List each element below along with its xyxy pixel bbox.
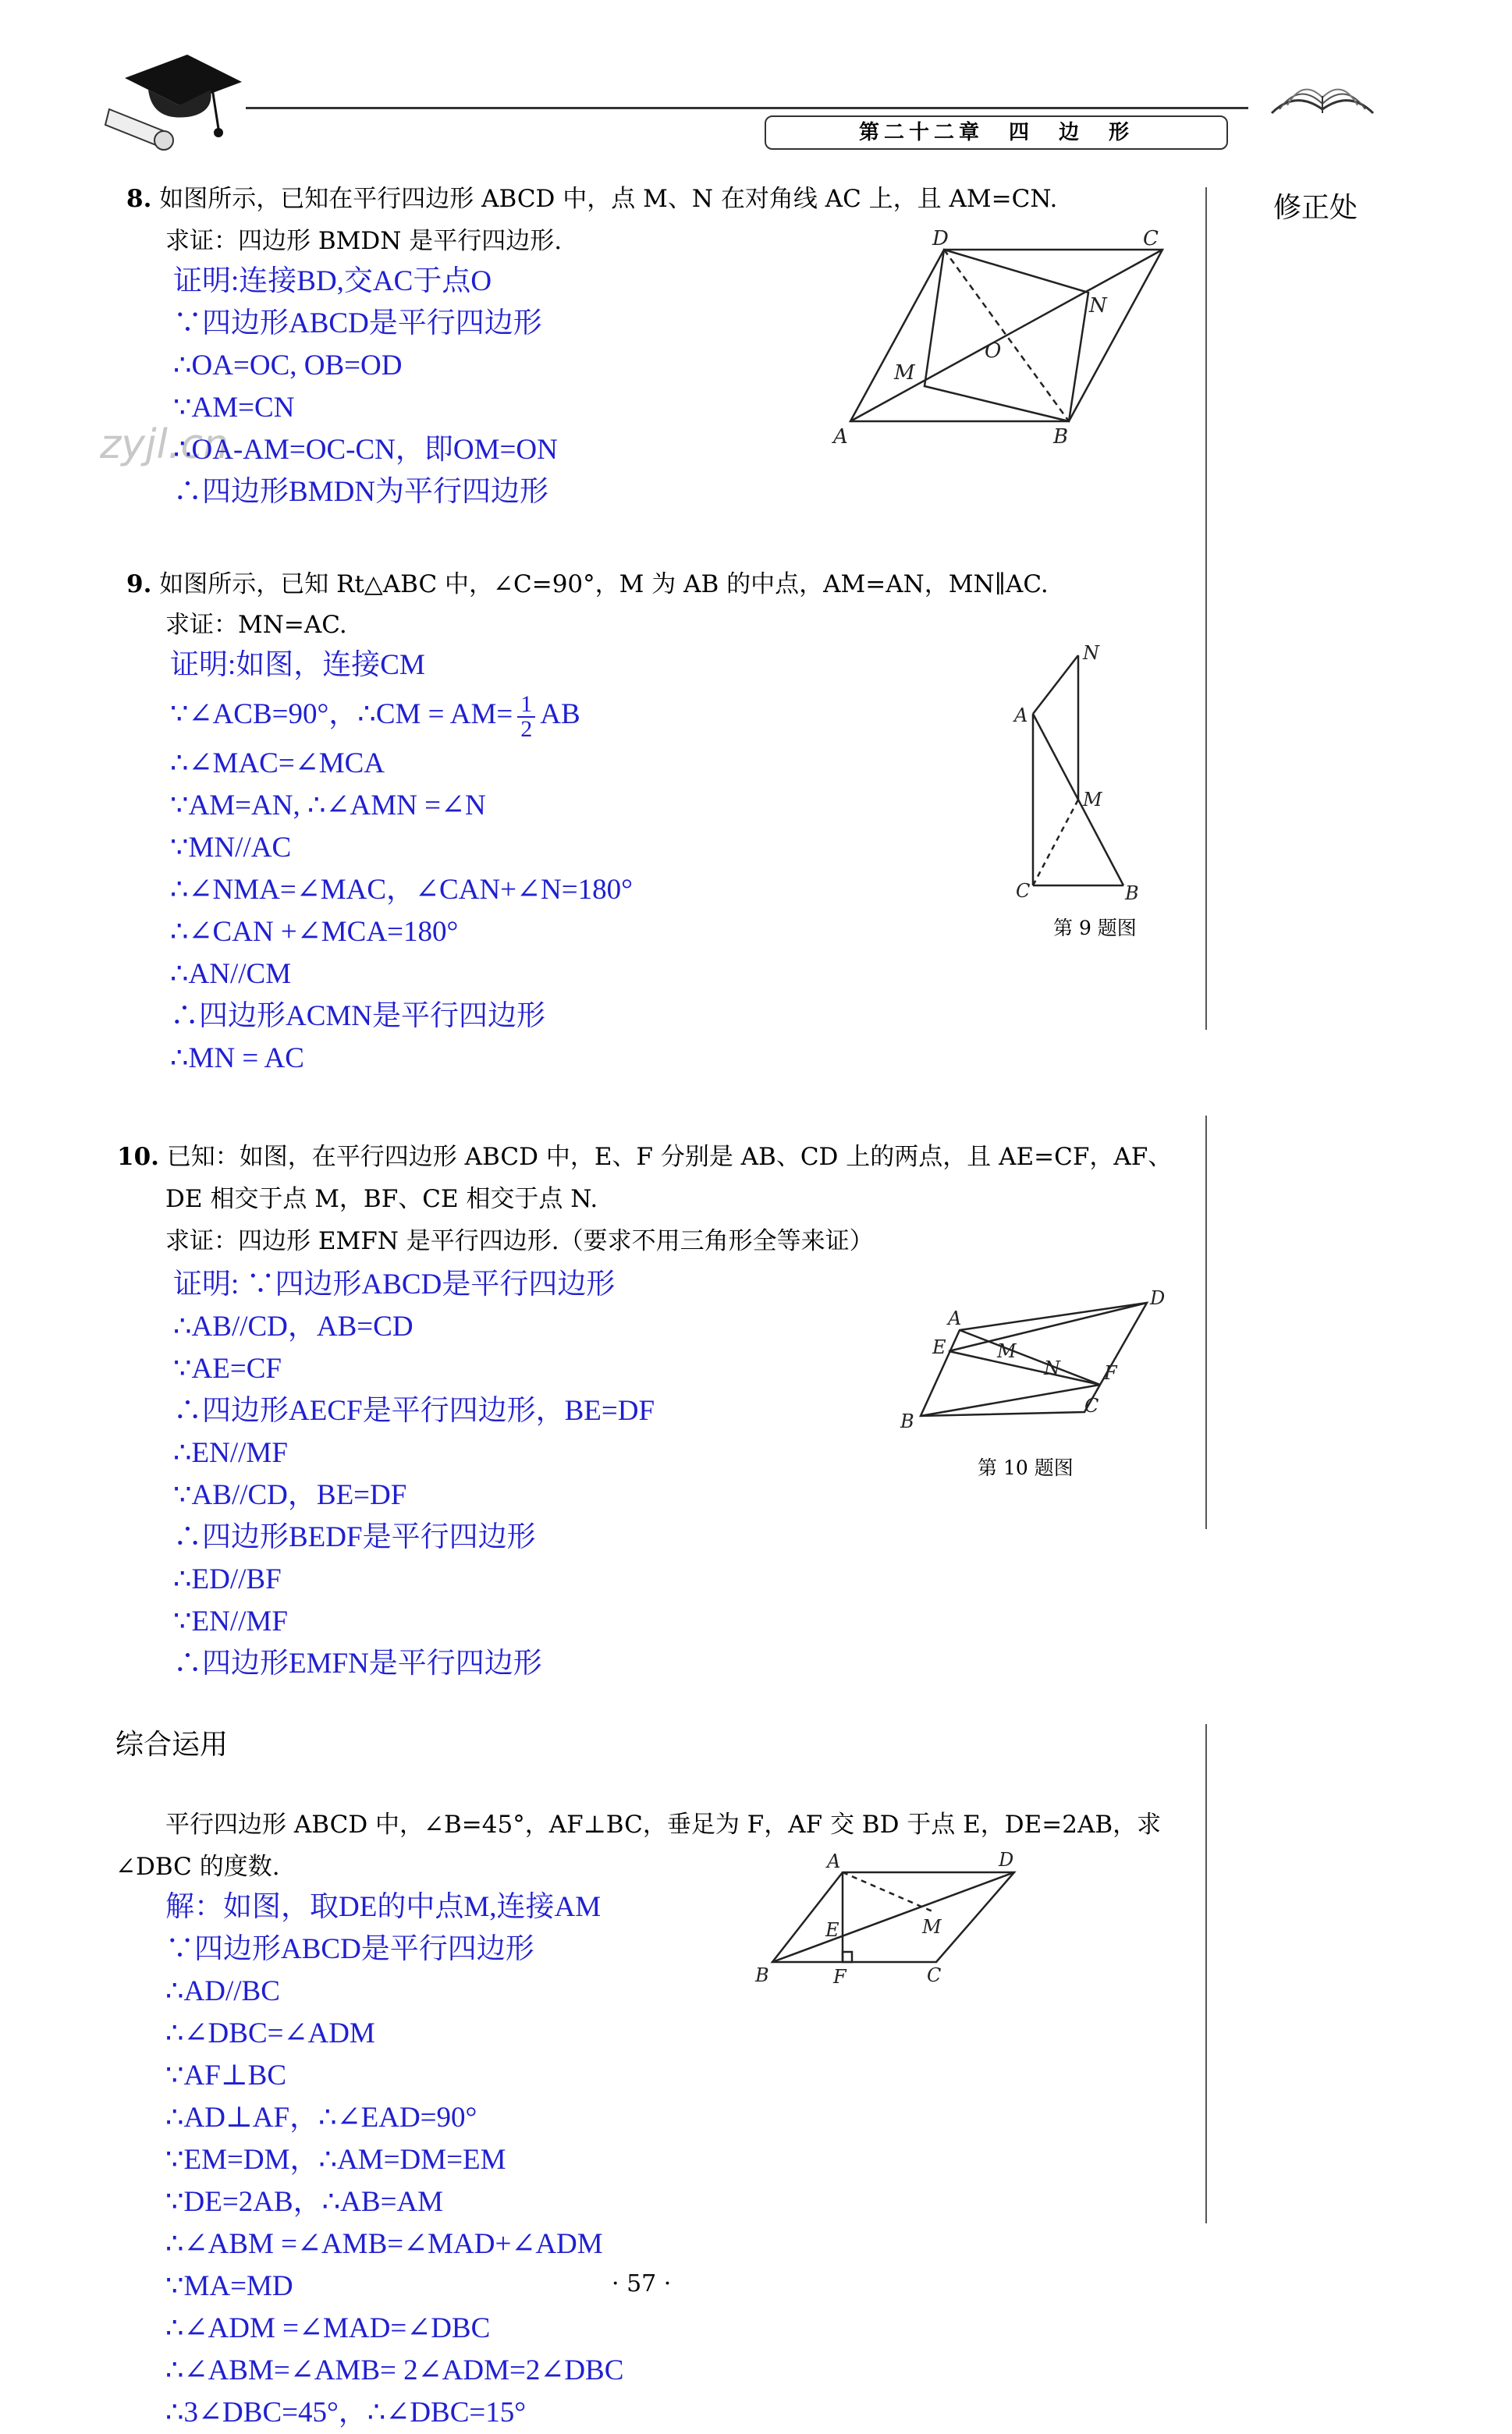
- q8-line1: [126, 181, 1057, 217]
- q11-line2: ∠DBC 的度数.: [115, 1853, 280, 1881]
- q10-answer: [173, 1264, 655, 1685]
- margin-rule-3: [1205, 1724, 1207, 2223]
- fig8-label-C: C: [1143, 227, 1159, 250]
- q10-line3: 求证：四边形 EMFN 是平行四边形.（要求不用三角形全等来证）: [165, 1227, 874, 1255]
- open-book-icon: [1264, 74, 1381, 121]
- graduation-cap-icon: [94, 47, 250, 156]
- fig9-label-M: M: [1083, 789, 1102, 811]
- margin-rule-1: [1205, 187, 1207, 1030]
- fig11-label-C: C: [927, 1964, 942, 1986]
- fig9-label-N: N: [1083, 642, 1099, 664]
- fig8-label-D: D: [932, 227, 949, 250]
- chapter-title: 第二十二章 四 边 形: [765, 115, 1228, 150]
- answer-line: ∴3∠DBC=45°，∴∠DBC=15°: [165, 2397, 527, 2429]
- q9-stem: 如图所示，已知 Rt△ABC 中，∠C=90°，M 为 AB 的中点，AM=AN，MN∥AC.: [159, 570, 1049, 598]
- answer-line: ∴EN//MF: [173, 1437, 288, 1469]
- answer-line: 证明:如图，连接CM: [170, 649, 425, 681]
- fig8-label-N: N: [1089, 294, 1107, 318]
- fig11-label-D: D: [999, 1849, 1014, 1871]
- answer-line: ∵四边形ABCD是平行四边形: [173, 307, 542, 339]
- answer-line: 证明:连接BD,交AC于点O: [173, 265, 492, 297]
- fraction: [517, 690, 535, 742]
- answer-line-fraction: [170, 687, 633, 743]
- fraction-denominator: 2: [520, 715, 533, 742]
- answer-line: ∴AD//BC: [165, 1975, 280, 2007]
- fig9-label-B: B: [1125, 882, 1139, 901]
- answer-text: AB: [540, 698, 580, 730]
- q9-answer: [170, 644, 633, 1080]
- answer-line: ∵DE=2AB，∴AB=AM: [165, 2186, 444, 2218]
- answer-line: ∴∠ABM =∠AMB=∠MAD+∠ADM: [165, 2228, 603, 2260]
- fig8-label-B: B: [1053, 425, 1069, 449]
- answer-line: ∴ED//BF: [173, 1563, 282, 1595]
- fig10-label-M: M: [997, 1340, 1017, 1362]
- margin-note-label: 修正处: [1273, 192, 1358, 224]
- answer-line: ∵MN//AC: [170, 832, 292, 864]
- answer-line: ∴四边形BEDF是平行四边形: [173, 1521, 536, 1553]
- q8-answer: [173, 261, 558, 513]
- fig10-label-F: F: [1104, 1362, 1117, 1384]
- fig9-label-A: A: [1014, 704, 1028, 726]
- q10-figure: [889, 1287, 1186, 1443]
- q9-line1: [126, 566, 1049, 602]
- answer-line: ∵MA=MD: [165, 2270, 293, 2302]
- q9-caption: 第 9 题图: [1053, 917, 1137, 939]
- answer-line: ∴∠NMA=∠MAC，∠CAN+∠N=180°: [170, 874, 633, 906]
- fig10-label-D: D: [1150, 1287, 1166, 1309]
- answer-text: ∵∠ACB=90°，∴CM = AM=: [170, 698, 513, 730]
- answer-line: ∴∠ABM=∠AMB= 2∠ADM=2∠DBC: [165, 2354, 624, 2386]
- answer-line: ∴四边形BMDN为平行四边形: [173, 476, 549, 508]
- q9-number: 9.: [126, 570, 152, 598]
- answer-line: ∴四边形ACMN是平行四边形: [170, 1000, 546, 1032]
- q10-line1: [117, 1139, 1172, 1175]
- answer-line: 解：如图，取DE的中点M,连接AM: [165, 1891, 602, 1923]
- answer-line: ∴AN//CM: [170, 958, 292, 990]
- answer-line: ∴∠MAC=∠MCA: [170, 747, 385, 779]
- section-title: 综合运用: [115, 1729, 229, 1761]
- fig11-label-E: E: [825, 1919, 839, 1941]
- answer-line: 证明: ∵四边形ABCD是平行四边形: [173, 1268, 616, 1300]
- page-number: · 57 ·: [612, 2270, 672, 2297]
- answer-line: ∵四边形ABCD是平行四边形: [165, 1933, 534, 1965]
- fig9-label-C: C: [1016, 880, 1031, 901]
- fig8-label-A: A: [833, 425, 848, 449]
- q9-figure: [1006, 636, 1162, 901]
- answer-line: ∵EN//MF: [173, 1606, 288, 1637]
- q8-number: 8.: [126, 185, 152, 213]
- q8-figure: [819, 226, 1194, 460]
- q8-line2: 求证：四边形 BMDN 是平行四边形.: [165, 227, 563, 255]
- fig10-label-C: C: [1084, 1395, 1099, 1417]
- fig8-label-O: O: [985, 339, 1002, 363]
- margin-rule-2: [1205, 1116, 1207, 1529]
- fig11-label-F: F: [833, 1966, 847, 1988]
- q11-line1: 平行四边形 ABCD 中，∠B=45°，AF⊥BC，垂足为 F，AF 交 BD 于点 E，DE=2AB，求: [165, 1811, 1162, 1839]
- q9-line2: 求证：MN=AC.: [165, 611, 347, 639]
- fig10-label-B: B: [900, 1410, 914, 1432]
- answer-line: ∵AB//CD，BE=DF: [173, 1479, 407, 1511]
- fig11-label-A: A: [827, 1850, 841, 1872]
- q8-stem: 如图所示，已知在平行四边形 ABCD 中，点 M、N 在对角线 AC 上，且 AM=CN.: [159, 185, 1058, 213]
- q10-line2: DE 相交于点 M，BF、CE 相交于点 N.: [165, 1185, 598, 1213]
- fraction-numerator: 1: [517, 693, 535, 718]
- answer-line: ∴∠CAN +∠MCA=180°: [170, 916, 459, 948]
- answer-line: ∵AM=CN: [173, 392, 295, 424]
- fig8-label-M: M: [894, 361, 915, 385]
- q10-caption: 第 10 题图: [978, 1456, 1074, 1479]
- answer-line: ∴∠ADM =∠MAD=∠DBC: [165, 2312, 491, 2344]
- answer-line: ∴AB//CD，AB=CD: [173, 1311, 413, 1343]
- answer-line: ∵AE=CF: [173, 1353, 282, 1385]
- watermark: zyjl.cn: [100, 421, 229, 468]
- answer-line: ∴OA-AM=OC-CN，即OM=ON: [173, 434, 558, 466]
- q10-stem: 已知：如图，在平行四边形 ABCD 中，E、F 分别是 AB、CD 上的两点，且 AE=CF，AF、: [166, 1143, 1173, 1171]
- answer-line: ∴OA=OC, OB=OD: [173, 349, 403, 381]
- answer-line: ∵AF⊥BC: [165, 2060, 286, 2092]
- q10-number: 10.: [117, 1143, 159, 1171]
- answer-line: ∴四边形EMFN是平行四边形: [173, 1648, 542, 1680]
- answer-line: ∴四边形AECF是平行四边形，BE=DF: [173, 1395, 655, 1427]
- answer-line: ∴MN = AC: [170, 1042, 304, 1074]
- header-rule: [246, 107, 1248, 109]
- fig10-label-N: N: [1044, 1357, 1060, 1379]
- q11-figure: [749, 1849, 1030, 1997]
- fig11-label-B: B: [755, 1964, 769, 1986]
- fig10-label-E: E: [932, 1336, 946, 1358]
- fig10-label-A: A: [948, 1307, 962, 1329]
- answer-line: ∴∠DBC=∠ADM: [165, 2017, 375, 2049]
- q11-answer: [165, 1886, 623, 2434]
- fig11-label-M: M: [922, 1916, 942, 1938]
- answer-line: ∵EM=DM，∴AM=DM=EM: [165, 2144, 506, 2176]
- answer-line: ∵AM=AN, ∴∠AMN =∠N: [170, 789, 486, 821]
- answer-line: ∴AD⊥AF，∴∠EAD=90°: [165, 2102, 477, 2134]
